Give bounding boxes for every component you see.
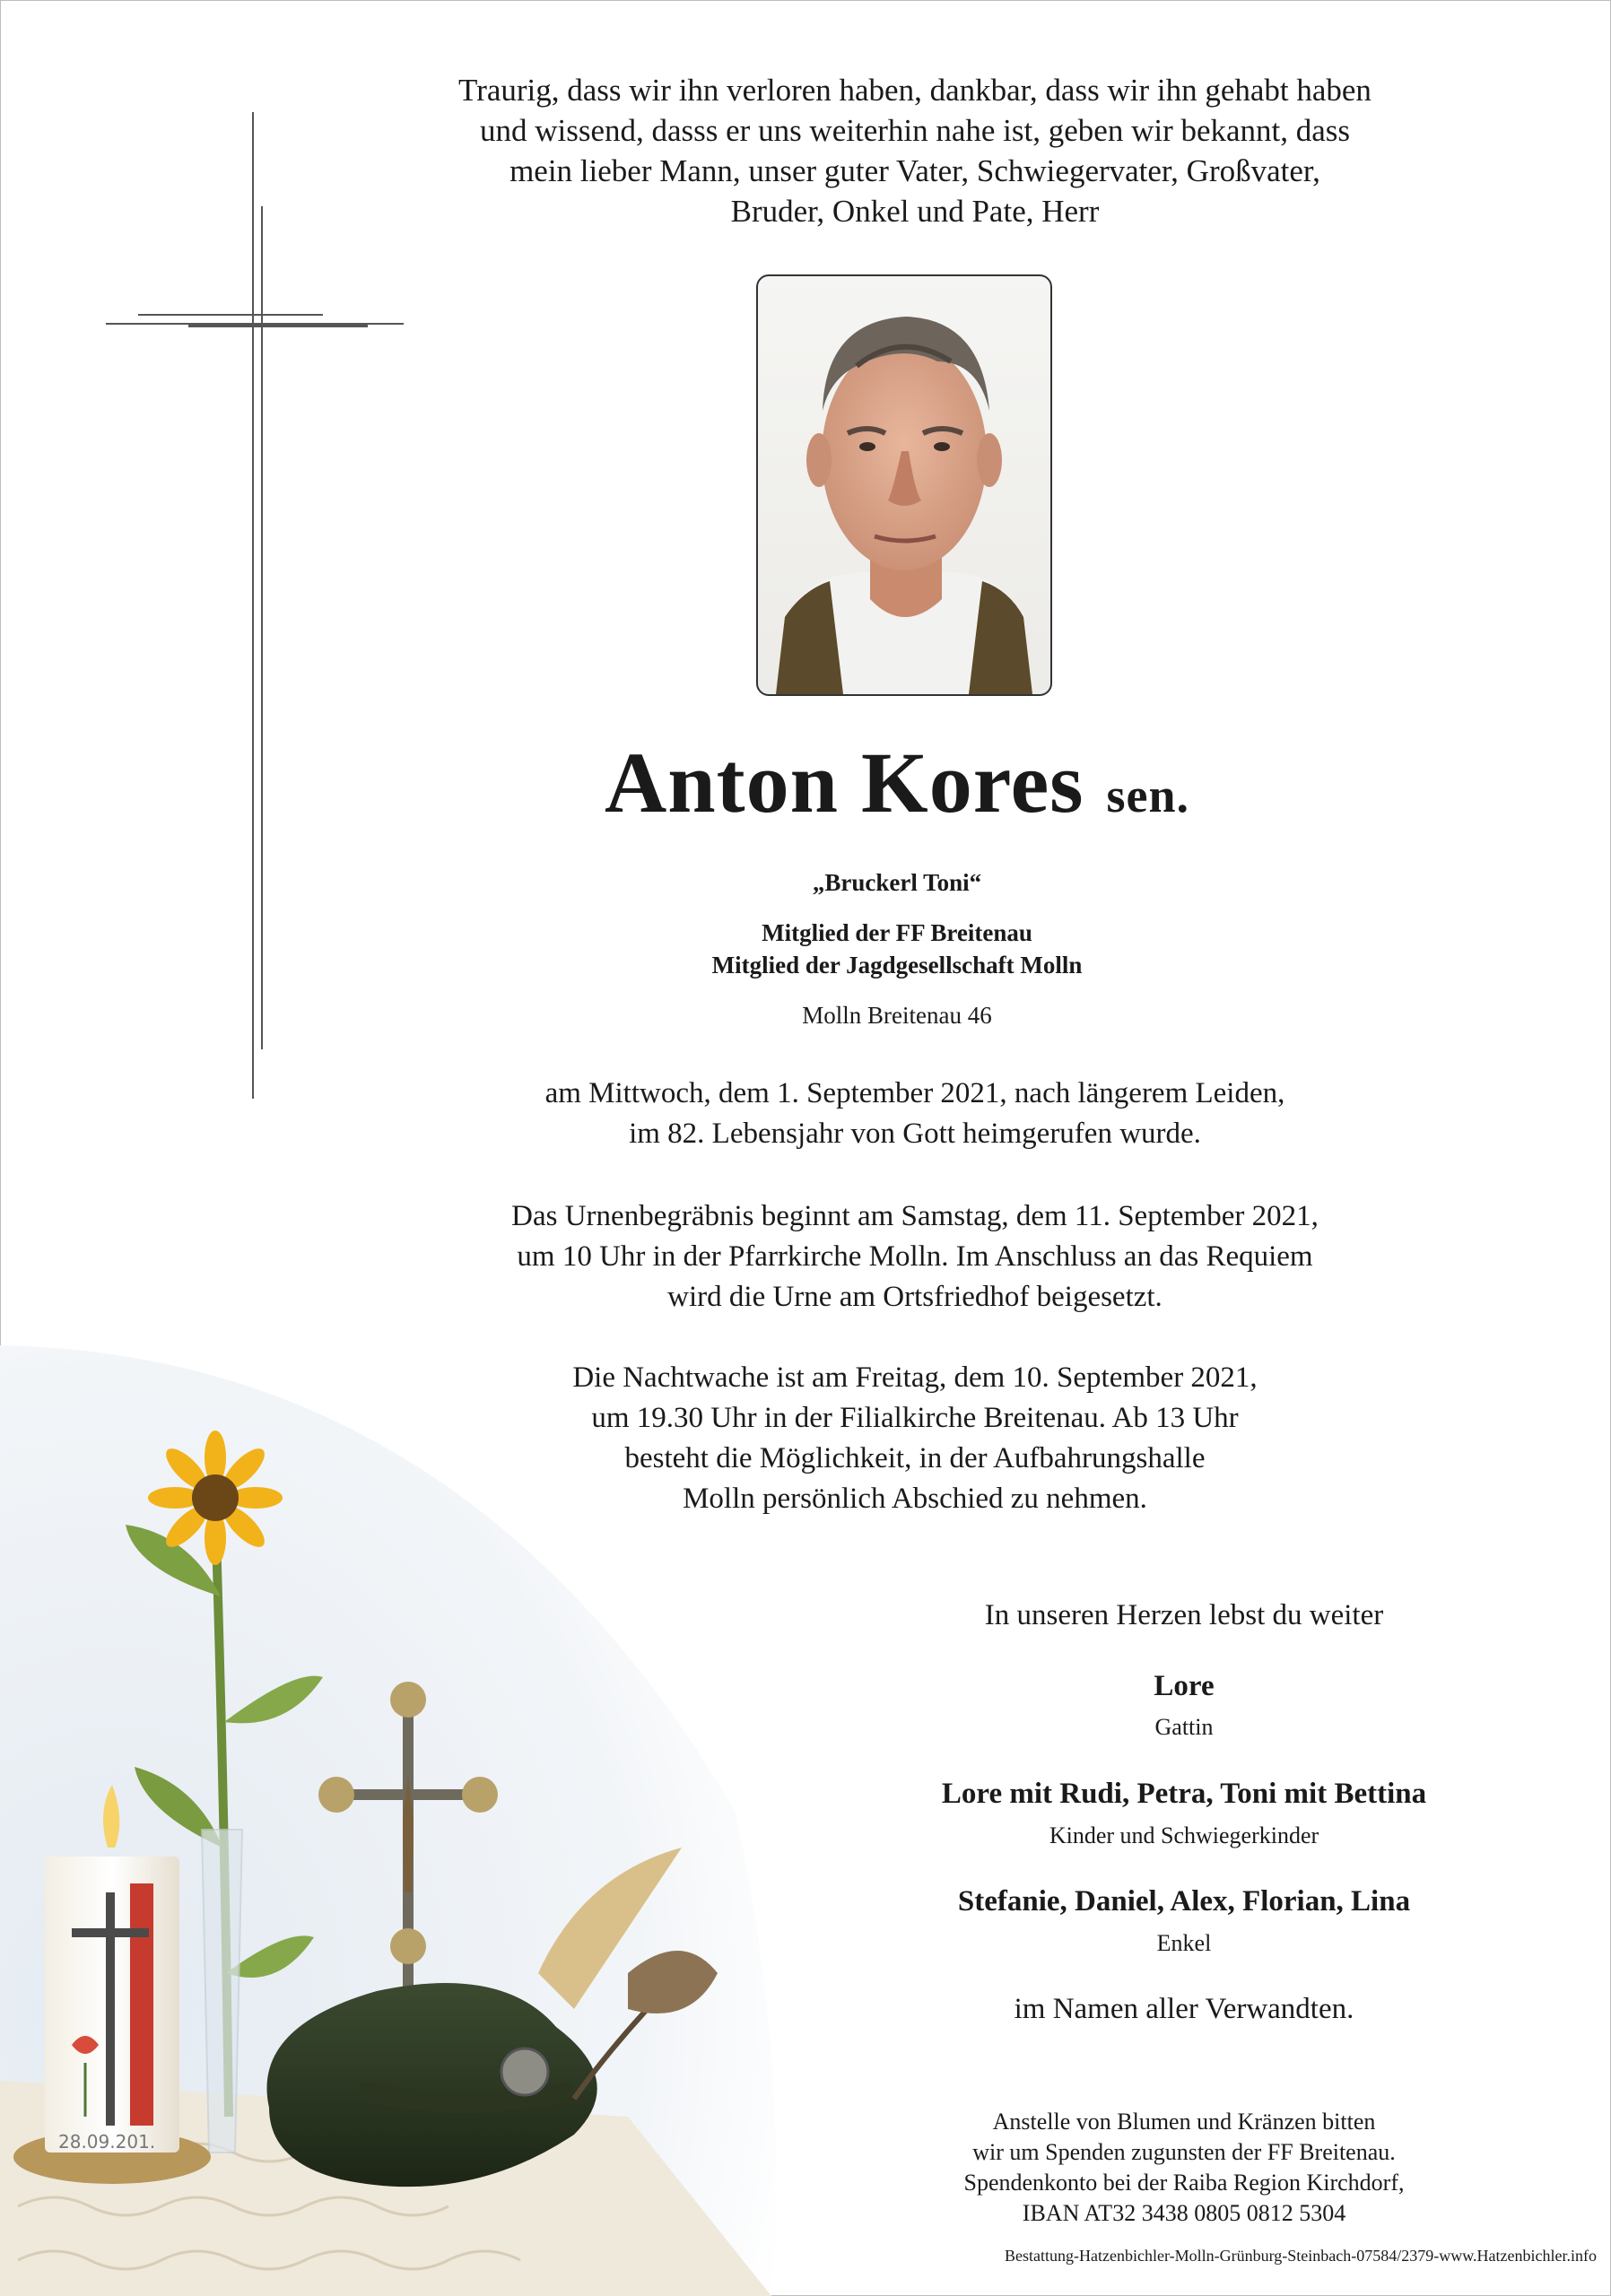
- address: Molln Breitenau 46: [802, 1002, 992, 1029]
- portrait-photo: [756, 274, 1052, 696]
- funeral-line: wird die Urne am Ortsfriedhof beigesetzt.: [667, 1281, 1163, 1313]
- membership-item: Mitglied der Jagdgesellschaft Molln: [711, 952, 1083, 978]
- funeral-line: Das Urnenbegräbnis beginnt am Samstag, dem 11. September 2021,: [511, 1200, 1319, 1232]
- vigil-line: besteht die Möglichkeit, in der Aufbahrungshalle: [624, 1442, 1206, 1474]
- name-text: Anton Kores: [604, 735, 1084, 831]
- name-suffix: sen.: [1106, 769, 1190, 822]
- footer-credit: Bestattung-Hatzenbichler-Molln-Grünburg-Steinbach-07584/2379-www.Hatzenbichler.info: [1005, 2247, 1597, 2265]
- donation-line: Spendenkonto bei der Raiba Region Kirchdorf,: [963, 2170, 1405, 2196]
- family-names: Lore mit Rudi, Petra, Toni mit Bettina: [941, 1778, 1427, 1810]
- intro-line: mein lieber Mann, unser guter Vater, Schwiegervater, Großvater,: [509, 153, 1320, 188]
- donation-note: [870, 2107, 1498, 2229]
- vigil-line: um 19.30 Uhr in der Filialkirche Breitenau. Ab 13 Uhr: [591, 1402, 1239, 1434]
- family-motto: In unseren Herzen lebst du weiter: [984, 1599, 1384, 1631]
- vigil-line: Die Nachtwache ist am Freitag, dem 10. September 2021,: [572, 1361, 1258, 1394]
- death-line: am Mittwoch, dem 1. September 2021, nach längerem Leiden,: [544, 1077, 1285, 1109]
- intro-text: [422, 70, 1408, 231]
- cross-icon: [99, 108, 422, 1103]
- membership-item: Mitglied der FF Breitenau: [762, 919, 1032, 946]
- memberships: [583, 917, 1211, 981]
- death-notice: [422, 1074, 1408, 1154]
- nickname: „Bruckerl Toni“: [812, 869, 982, 896]
- death-line: im 82. Lebensjahr von Gott heimgerufen wurde.: [629, 1118, 1201, 1150]
- candle-date: 28.09.201.: [58, 2131, 156, 2152]
- deceased-name: [538, 734, 1256, 845]
- donation-line: Anstelle von Blumen und Kränzen bitten: [992, 2109, 1376, 2135]
- vigil-line: Molln persönlich Abschied zu nehmen.: [683, 1483, 1147, 1515]
- intro-line: Traurig, dass wir ihn verloren haben, dankbar, dass wir ihn gehabt haben: [458, 73, 1372, 108]
- family-names: Lore: [1154, 1670, 1215, 1702]
- family-names: Stefanie, Daniel, Alex, Florian, Lina: [957, 1885, 1411, 1918]
- portrait-illustration: [758, 276, 1050, 694]
- donation-line: wir um Spenden zugunsten der FF Breitenau.: [972, 2139, 1396, 2165]
- intro-line: Bruder, Onkel und Pate, Herr: [730, 194, 1100, 229]
- family-role: Enkel: [1156, 1930, 1212, 1956]
- donation-line: IBAN AT32 3438 0805 0812 5304: [1022, 2200, 1346, 2226]
- funeral-line: um 10 Uhr in der Pfarrkirche Molln. Im Anschluss an das Requiem: [517, 1240, 1313, 1273]
- family-role: Gattin: [1154, 1714, 1214, 1740]
- memorial-still-life: [0, 1345, 789, 2296]
- family-closing: im Namen aller Verwandten.: [1014, 1993, 1354, 2025]
- funeral-info: [422, 1196, 1408, 1318]
- intro-line: und wissend, dasss er uns weiterhin nahe ist, geben wir bekannt, dass: [479, 113, 1351, 148]
- family-role: Kinder und Schwiegerkinder: [1049, 1822, 1319, 1848]
